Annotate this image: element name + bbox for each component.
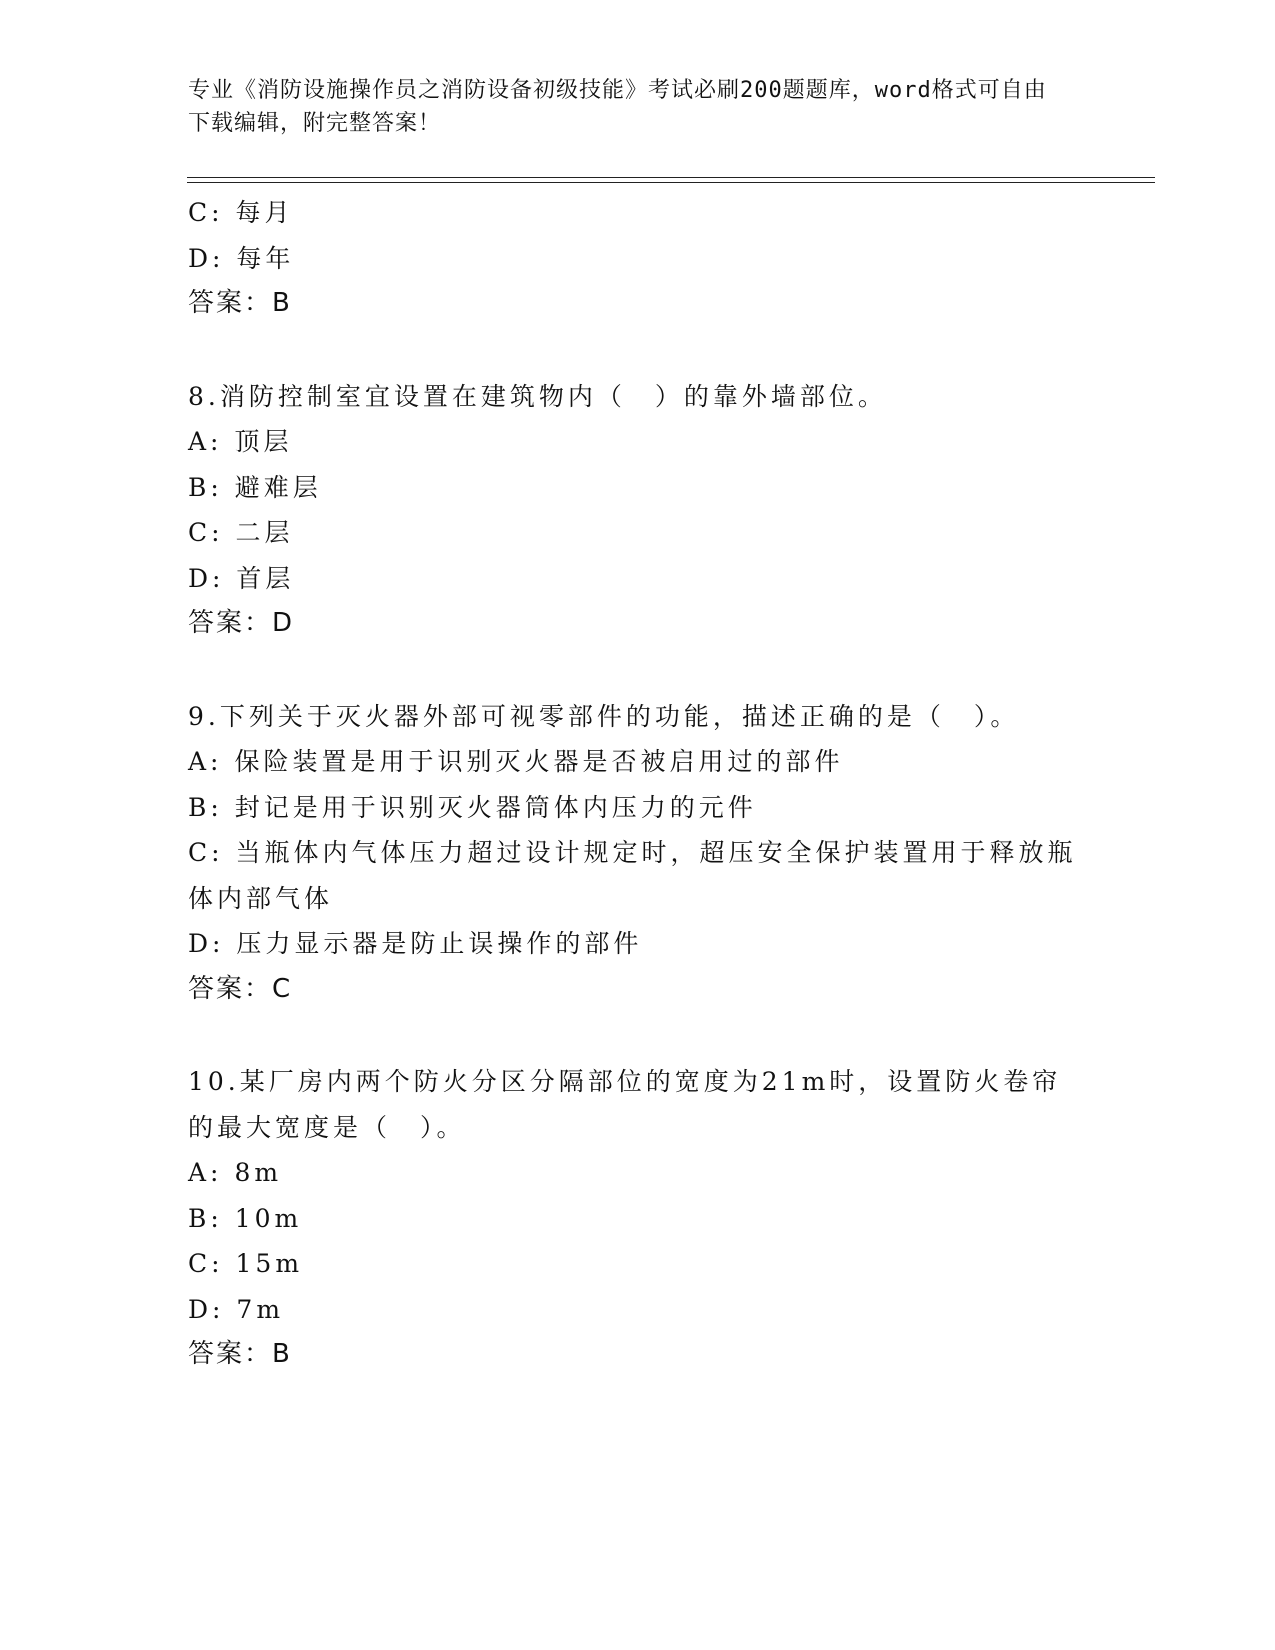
- question-stem: 9.下列关于灭火器外部可视零部件的功能，描述正确的是（ ）。: [188, 701, 1020, 731]
- header-text: 专业《消防设施操作员之消防设备初级技能》考试必刷200题题库，word格式可自由下载编辑，附完整答案！: [188, 78, 1047, 136]
- spacer: [188, 327, 1078, 374]
- option-c: C: 15m: [188, 1249, 304, 1278]
- spacer: [188, 647, 1078, 694]
- option-b: B: 避难层: [188, 472, 322, 502]
- option-c: C: 二层: [188, 518, 294, 547]
- option-a: A: 8m: [188, 1158, 283, 1187]
- option-b: B: 10m: [188, 1203, 303, 1233]
- answer-line: 答案：D: [188, 608, 295, 638]
- document-header: [188, 74, 1068, 140]
- option-d: D: 每年: [188, 243, 295, 273]
- option-d: D: 7m: [188, 1294, 285, 1324]
- question-stem: 10.某厂房内两个防火分区分隔部位的宽度为21m时，设置防火卷帘的最大宽度是（ ）。: [188, 1067, 1062, 1142]
- option-d: D: 首层: [188, 563, 295, 593]
- option-b: B: 封记是用于识别灭火器筒体内压力的元件: [188, 792, 757, 822]
- question-8: [188, 374, 1078, 647]
- option-c: C: 每月: [188, 198, 294, 227]
- option-c: C: 当瓶体内气体压力超过设计规定时，超压安全保护装置用于释放瓶体内部气体: [188, 838, 1077, 913]
- answer-line: 答案：B: [188, 288, 292, 318]
- question-7-continued: [188, 190, 1078, 327]
- answer-line: 答案：B: [188, 1339, 292, 1369]
- answer-line: 答案：C: [188, 973, 293, 1004]
- question-stem: 8.消防控制室宜设置在建筑物内（ ）的靠外墙部位。: [188, 381, 887, 411]
- header-divider-top: [187, 177, 1155, 178]
- question-10: [188, 1059, 1078, 1378]
- option-a: A: 顶层: [188, 427, 293, 456]
- spacer: [188, 1012, 1078, 1059]
- option-d: D: 压力显示器是防止误操作的部件: [188, 929, 643, 958]
- header-divider-bottom: [187, 182, 1155, 183]
- question-list: [188, 190, 1078, 1378]
- option-a: A: 保险装置是用于识别灭火器是否被启用过的部件: [188, 747, 844, 776]
- question-9: [188, 694, 1078, 1013]
